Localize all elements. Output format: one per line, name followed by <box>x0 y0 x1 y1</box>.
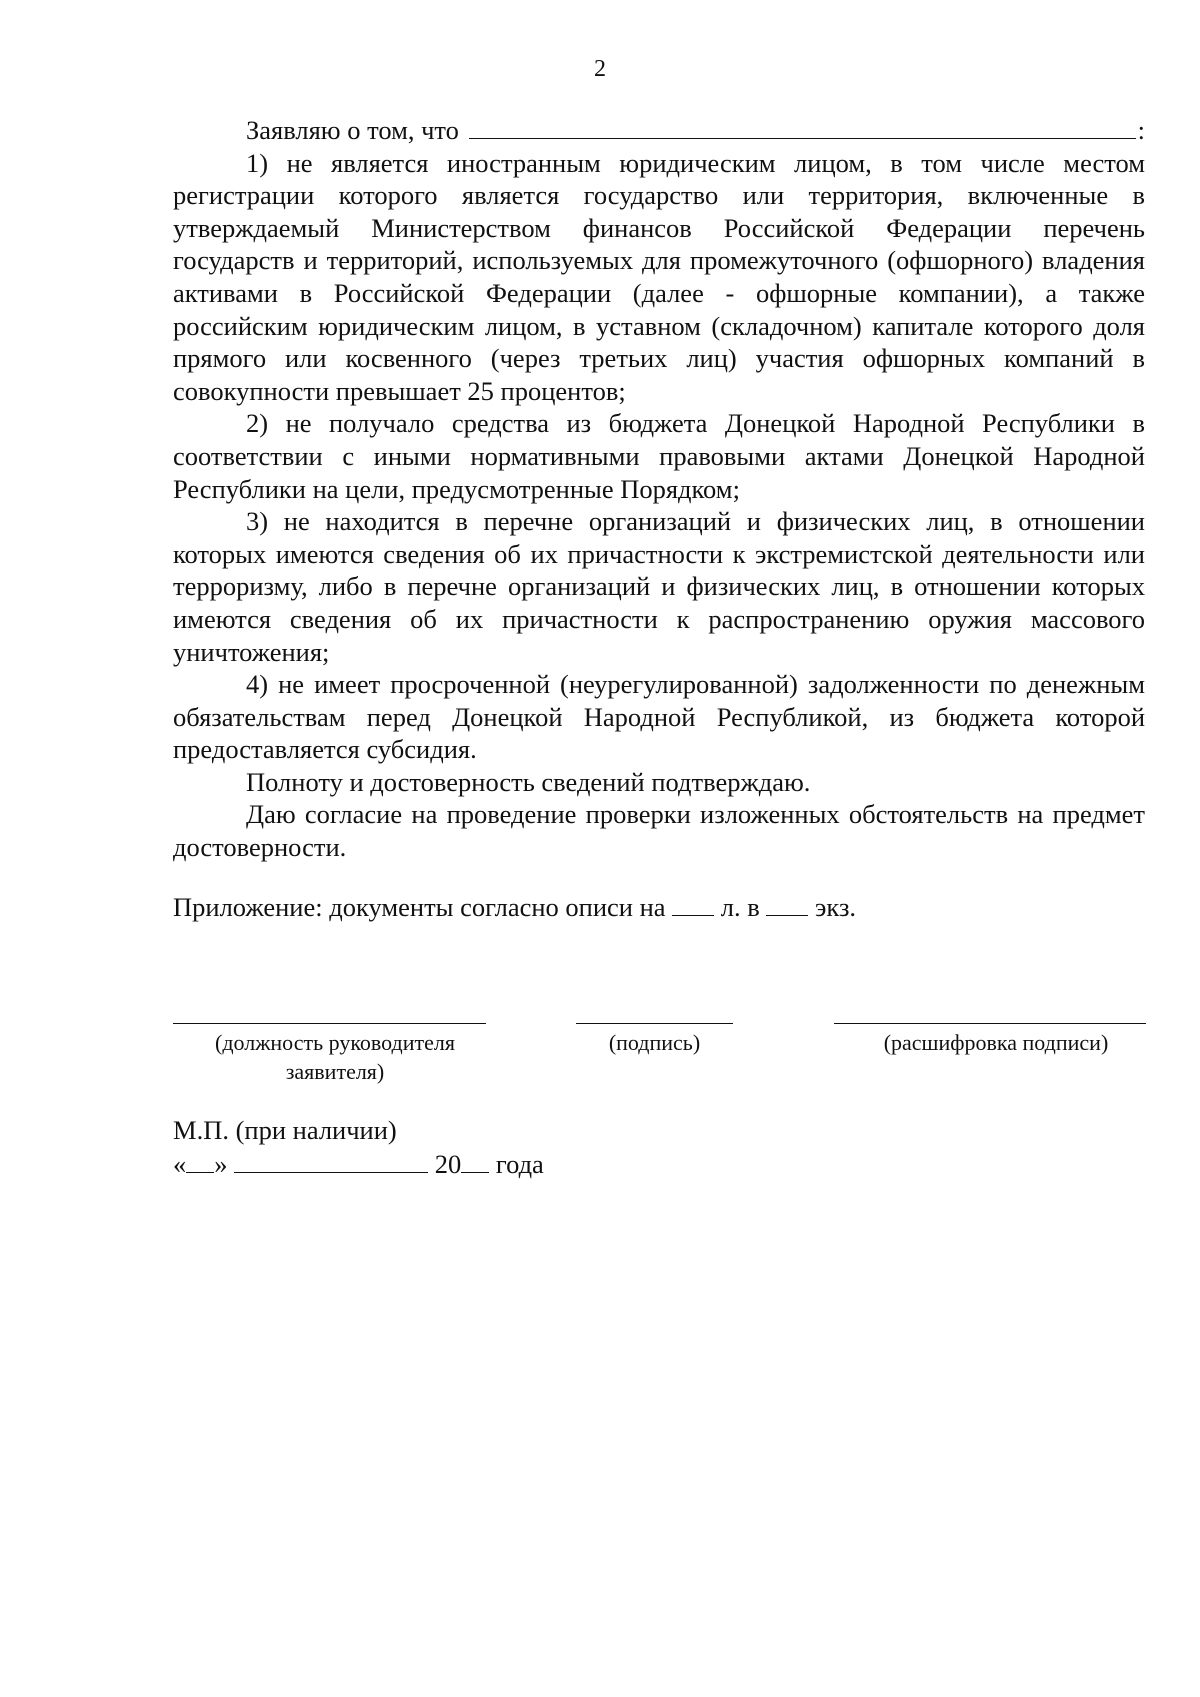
declaration-item-4: 4) не имеет просроченной (неурегулированной) задолженности по денежным обязательствам перед Донецкой Народной Республикой, из бюджета которой предоставляется субсидия. <box>173 669 1145 765</box>
attachment-prefix: Приложение: документы согласно описи на <box>173 892 666 922</box>
sheets-count-blank[interactable] <box>672 893 714 916</box>
date-close-quote: » <box>214 1149 228 1179</box>
declaration-intro <box>173 114 1145 147</box>
year-suffix: года <box>495 1149 544 1179</box>
applicant-name-blank[interactable] <box>469 116 1136 139</box>
date-open-quote: « <box>173 1149 187 1179</box>
signature-decoding-label: (расшифровка подписи) <box>883 1030 1109 1055</box>
year-prefix: 20 <box>434 1149 462 1179</box>
attachment-line <box>173 892 856 923</box>
attachment-middle: л. в <box>720 892 760 922</box>
signature-decoding-line[interactable] <box>834 1023 1146 1024</box>
declaration-item-3: 3) не находится в перечне организаций и физических лиц, в отношении которых имеются сведения об их причастности к экстремистской деятельности или терроризму, либо в перечне организаций и физических лиц, в отношении которых имеются сведения об их причастности к распространению оружия массового уничтожения; <box>173 506 1145 667</box>
page-number: 2 <box>594 56 606 82</box>
declaration-item-1: 1) не является иностранным юридическим лицом, в том числе местом регистрации которого является государство или территория, включенные в утверждаемый Министерством финансов Российской Федерации перечень государств и территорий, используемых для промежуточного (офшорного) владения активами в Российской Федерации (далее - офшорные компании), а также российским юридическим лицом, в уставном (складочном) капитале которого доля прямого или косвенного (через третьих лиц) участия офшорных компаний в совокупности превышает 25 процентов; <box>173 147 1145 406</box>
confirmation-statement: Полноту и достоверность сведений подтверждаю. <box>246 766 811 797</box>
month-blank[interactable] <box>234 1150 428 1173</box>
declaration-body <box>173 114 1145 864</box>
stamp-label: М.П. (при наличии) <box>173 1115 397 1145</box>
signature-label: (подпись) <box>608 1030 701 1055</box>
signature-line[interactable] <box>576 1023 733 1024</box>
stamp-block <box>173 1113 544 1181</box>
position-label: (должность руководителя заявителя) <box>215 1030 455 1084</box>
year-blank[interactable] <box>461 1150 489 1173</box>
day-blank[interactable] <box>186 1150 214 1173</box>
position-signature-line[interactable] <box>173 1023 486 1024</box>
consent-statement: Даю согласие на проведение проверки изложенных обстоятельств на предмет достоверности. <box>173 799 1145 863</box>
declaration-intro-label: Заявляю о том, что <box>246 115 459 145</box>
copies-count-blank[interactable] <box>766 893 808 916</box>
date-line <box>173 1147 544 1181</box>
declaration-intro-colon: : <box>1137 115 1145 145</box>
attachment-suffix: экз. <box>815 892 857 922</box>
declaration-item-2: 2) не получало средства из бюджета Донецкой Народной Республики в соответствии с иными нормативными правовыми актами Донецкой Народной Республики на цели, предусмотренные Порядком; <box>173 408 1145 504</box>
